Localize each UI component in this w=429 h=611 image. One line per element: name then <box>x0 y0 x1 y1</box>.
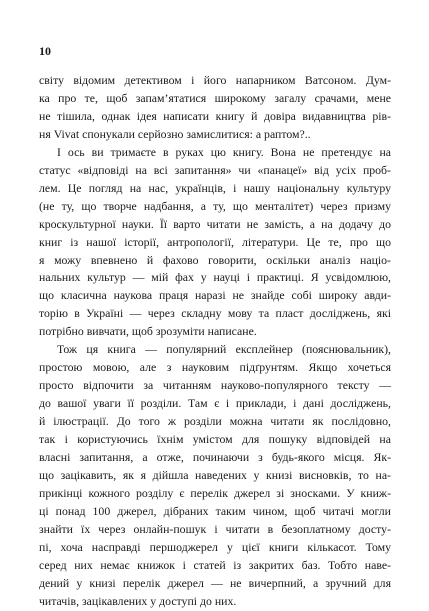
paragraph <box>39 72 391 144</box>
text-line: дений у книзі перелік джерел — не вичерпний, а зручний для <box>39 575 391 590</box>
text-line: читачів, зацікавлених у доступі до них. <box>39 593 237 608</box>
text-line: прикінці кожного розділу є перелік джерел зі зносками. У книж- <box>39 485 391 500</box>
body-text <box>39 72 391 611</box>
text-line: потрібно вивчати, щоб зрозуміти написане. <box>39 324 257 339</box>
text-line: ці понад 100 джерел, дібраних таким чином, щоб читачі могли <box>39 503 391 518</box>
text-line: знайти їх через онлайн-пошук і читати в безоплатному досту- <box>39 521 391 536</box>
text-line: серед них немає книжок і статей із закритих баз. Тобто наве- <box>39 557 391 572</box>
paragraph <box>39 341 391 610</box>
text-line: я можу впевнено й фахово говорити, оскільки аналіз націо- <box>39 252 391 267</box>
text-line: книг із нашої історії, антропології, літератури. Це те, про що <box>39 234 391 249</box>
paragraph <box>39 144 391 341</box>
text-line: власні запитання, а отже, починаючи з будь-якого місця. Як- <box>39 450 391 465</box>
text-line: простою мовою, але з науковим підґрунтям. Якщо хочеться <box>39 360 391 375</box>
text-line: просто відпочити за читанням науково-популярного тексту — <box>39 378 391 393</box>
text-line: не тішила, однак ідея написати книгу й довіра видавництва рів- <box>39 108 391 123</box>
text-line: ка про те, щоб запам’ятатися широкому загалу срачами, мене <box>39 90 391 105</box>
text-line: що класична наукова праця наразі не знайде собі широку авди- <box>39 288 391 303</box>
text-line: торію в Україні — через складну мову та пласт досліджень, які <box>39 306 391 321</box>
text-line: нальних культур — мій фах у науці і практиці. Я усвідомлюю, <box>39 270 391 285</box>
text-line: так і користуючись їхнім умістом для пошуку відповідей на <box>39 432 391 447</box>
text-line: статус «відповіді на всі запитання» чи «панацеї» від усіх проб- <box>39 162 391 177</box>
text-line: ня Vivat спонукали серйозно замислитися: а раптом?.. <box>39 126 311 141</box>
text-line: (не ту, що творче надбання, а ту, що менталітет) через призму <box>39 198 391 213</box>
text-line: лем. Це погляд на нас, українців, і нашу національну культуру <box>39 180 391 195</box>
text-line: пі, хоча насправді першоджерел у цієї книги кількасот. Тому <box>39 539 391 554</box>
text-line: Тож ця книга — популярний експлейнер (пояснювальник), <box>57 342 391 357</box>
text-line: й ілюстрації. До того ж розділи можна читати як послідовно, <box>39 414 391 429</box>
text-line: І ось ви тримаєте в руках цю книгу. Вона не претендує на <box>57 144 391 159</box>
text-line: до вашої уваги її розділи. Там є і приклади, і дані досліджень, <box>39 396 391 411</box>
text-line: що зацікавить, як я дійшла наведених у книзі висновків, то на- <box>39 467 391 482</box>
page-number: 10 <box>39 44 51 58</box>
text-line: світу відомим детективом і його напарником Ватсоном. Дум- <box>39 73 391 87</box>
text-line: крoскультурної науки. Її варто читати не замість, а на додачу до <box>39 216 391 231</box>
